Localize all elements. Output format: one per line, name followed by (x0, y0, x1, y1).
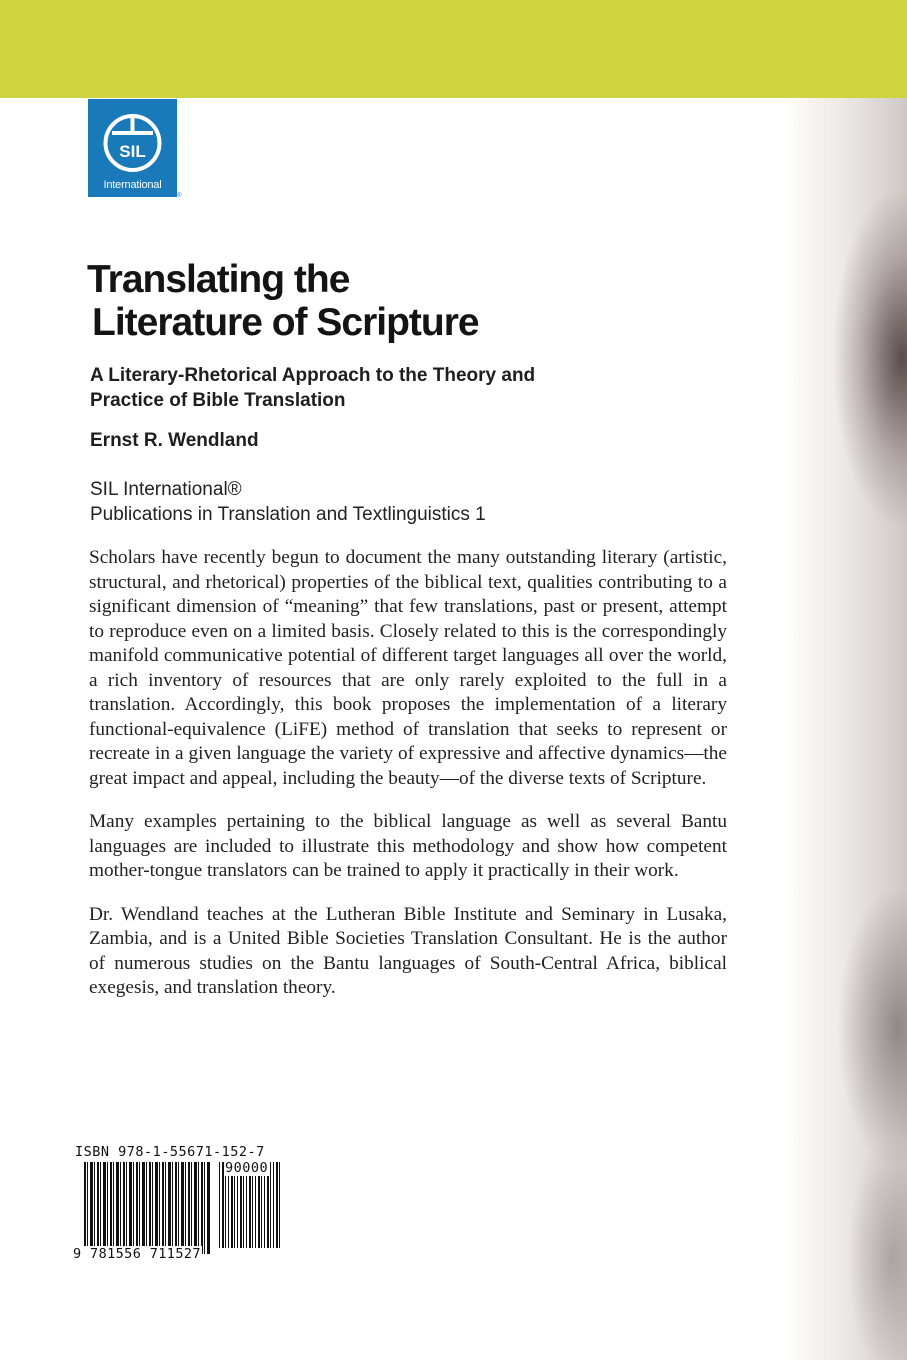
publisher-line-2: Publications in Translation and Textlinguistics 1 (90, 504, 486, 525)
title-line-2: Literature of Scripture (92, 301, 479, 344)
subtitle-line-1: A Literary-Rhetorical Approach to the Theory and (90, 365, 536, 386)
book-title (87, 258, 647, 344)
publisher-line-1: SIL International® (90, 479, 242, 500)
blurb (89, 546, 727, 1020)
logo-registered-mark: ® (177, 193, 182, 199)
blurb-paragraph-2: Many examples pertaining to the biblical language as well as several Bantu languages are included to illustrate this methodology and show how competent mother-tongue translators can be trained to apply it practically in their work. (89, 811, 727, 881)
blurb-paragraph-1: Scholars have recently begun to document the many outstanding literary (artistic, structural, and rhetorical) properties of the biblical text, qualities contributing to a significant dimension of “meaning” that few translations, past or present, attempt to reproduce even on a limited basis. Closely related to this is the correspondingly manifold communicative potential of different target languages all over the world, a rich inventory of resources that are only rarely exploited to the full in a translation. Accordingly, this book proposes the implementation of a literary functional-equivalence (LiFE) method of translation that seeks to represent or recreate in a given language the variety of expressive and affective dynamics—the great impact and appeal, including the beauty—of the diverse texts of Scripture. (89, 547, 727, 789)
cover-photo-edge (782, 98, 907, 1360)
subtitle-line-2: Practice of Bible Translation (90, 390, 346, 411)
publisher-info (90, 477, 690, 527)
author-name: Ernst R. Wendland (90, 430, 259, 451)
title-line-1: Translating the (87, 258, 350, 301)
book-subtitle (90, 363, 650, 413)
isbn-label: ISBN 978-1-55671-152-7 (75, 1144, 265, 1160)
barcode-main (84, 1162, 210, 1254)
top-color-band (0, 0, 907, 98)
blurb-paragraph-3: Dr. Wendland teaches at the Lutheran Bible Institute and Seminary in Lusaka, Zambia, and is a United Bible Societies Translation Consultant. He is the author of numerous studies on the Bantu languages of South-Central Africa, biblical exegesis, and translation theory. (89, 903, 727, 998)
barcode-digits: 9 781556 711527 (73, 1246, 201, 1262)
sil-logo (88, 99, 177, 197)
logo-mark-text: SIL (119, 142, 146, 161)
barcode-addon-digits: 90000 (225, 1160, 269, 1176)
logo-subtitle: International (103, 179, 162, 191)
